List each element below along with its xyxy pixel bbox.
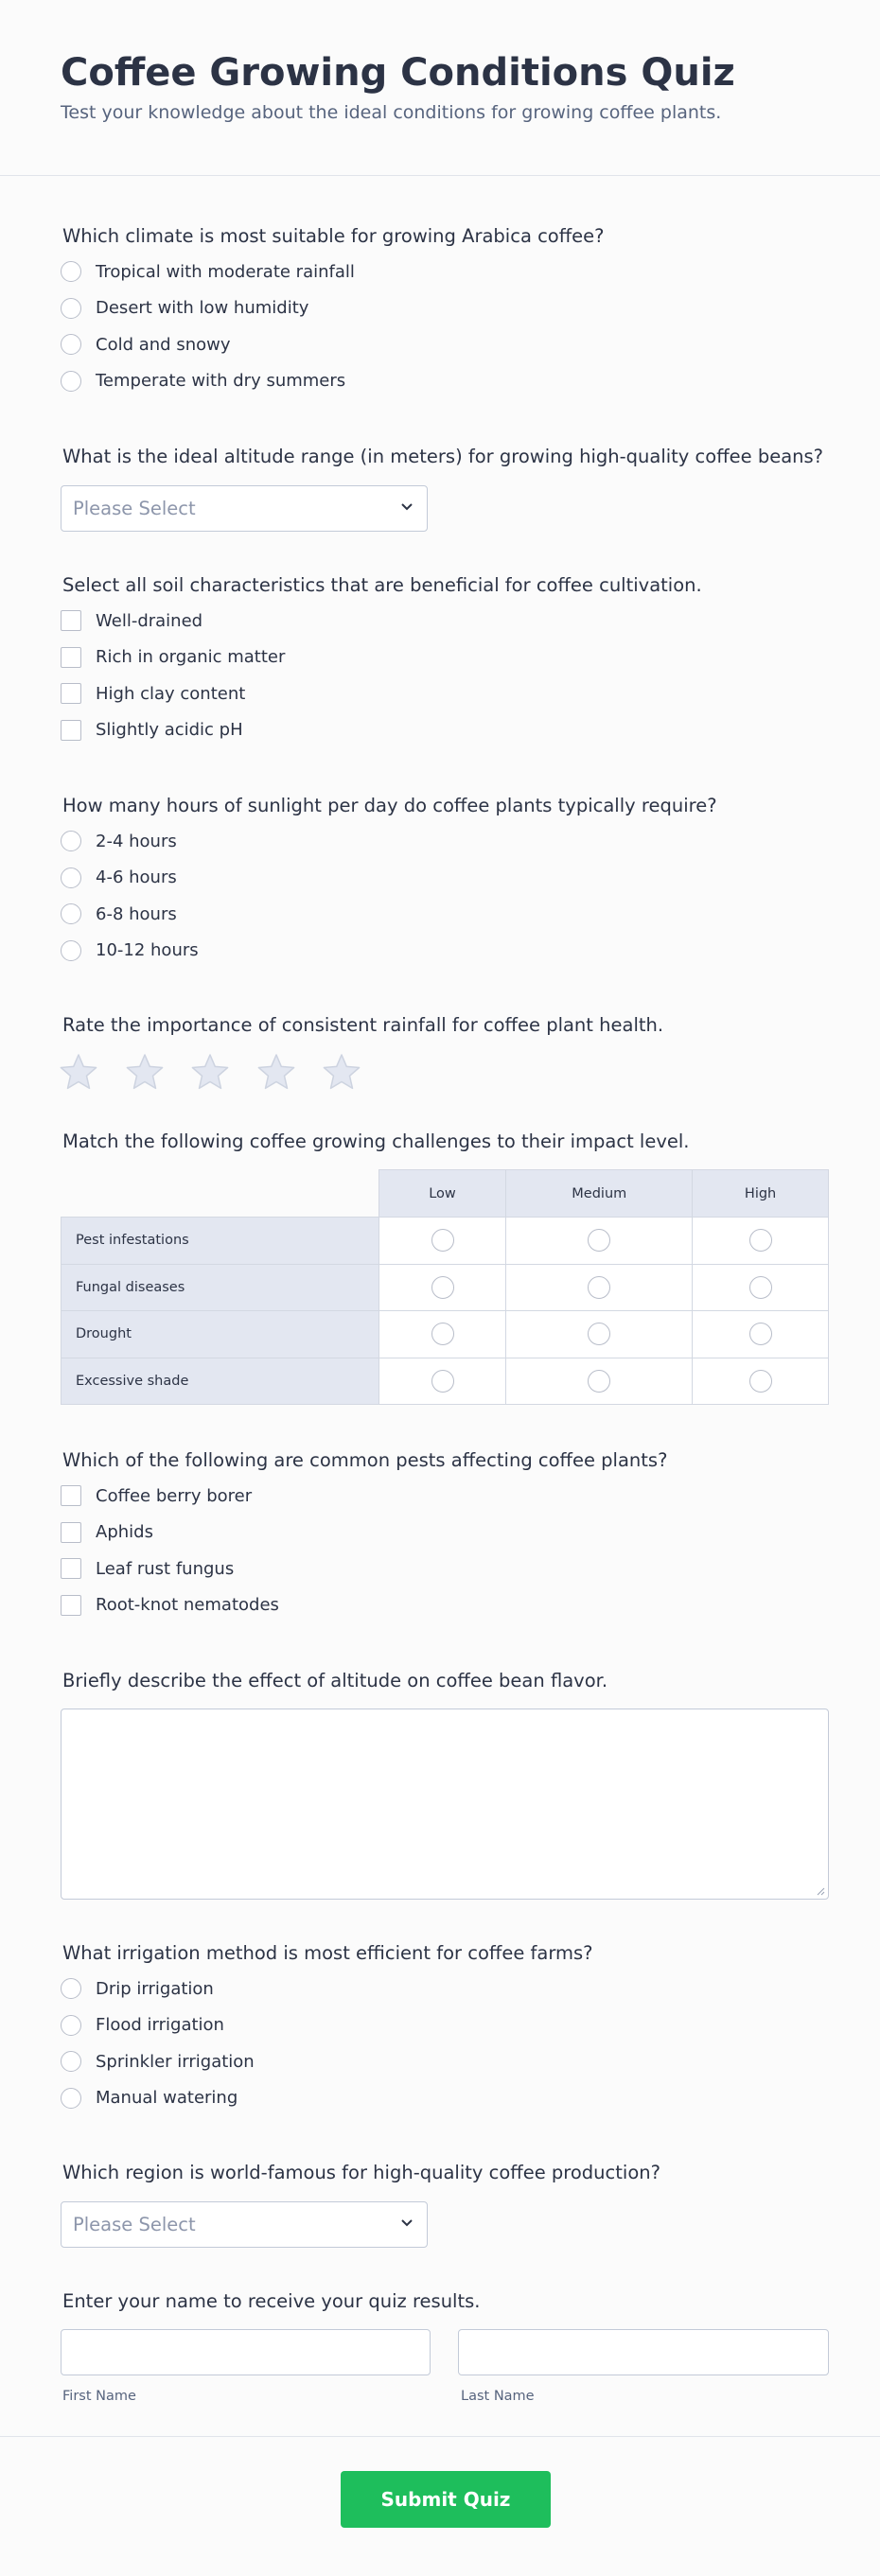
checkbox-option[interactable] <box>62 1515 829 1551</box>
radio-button[interactable] <box>61 903 81 924</box>
option-label: 2-4 hours <box>96 831 177 851</box>
chevron-down-icon <box>400 2218 414 2228</box>
question-sunlight <box>62 794 829 969</box>
checkbox-option[interactable] <box>62 1478 829 1515</box>
option-label: Temperate with dry summers <box>96 371 346 392</box>
matrix-row-label: Pest infestations <box>62 1218 379 1265</box>
impact-matrix <box>61 1169 829 1405</box>
last-name-input[interactable] <box>458 2329 829 2375</box>
checkbox[interactable] <box>61 647 81 668</box>
option-label: Sprinkler irrigation <box>96 2051 255 2072</box>
checkbox[interactable] <box>61 1485 81 1506</box>
option-label: Aphids <box>96 1522 153 1543</box>
question-soil <box>62 573 829 748</box>
option-label: Drip irrigation <box>96 1978 214 1999</box>
checkbox[interactable] <box>61 1558 81 1579</box>
question-region <box>62 2161 829 2185</box>
option-label: 6-8 hours <box>96 903 177 924</box>
matrix-radio[interactable] <box>588 1323 610 1345</box>
matrix-radio[interactable] <box>749 1323 772 1345</box>
checkbox[interactable] <box>61 720 81 741</box>
form-subtitle: Test your knowledge about the ideal conditions for growing coffee plants. <box>61 102 722 123</box>
matrix-radio[interactable] <box>431 1229 454 1252</box>
question-label: Which region is world-famous for high-quality coffee production? <box>62 2162 660 2183</box>
radio-option[interactable] <box>62 1971 829 2007</box>
option-label: Rich in organic matter <box>96 647 286 668</box>
question-label: What is the ideal altitude range (in meters) for growing high-quality coffee beans? <box>62 446 824 467</box>
question-label: Select all soil characteristics that are beneficial for coffee cultivation. <box>62 574 702 596</box>
form-title: Coffee Growing Conditions Quiz <box>61 51 735 95</box>
option-label: Root-knot nematodes <box>96 1595 279 1616</box>
radio-button[interactable] <box>61 298 81 319</box>
question-label: Rate the importance of consistent rainfall for coffee plant health. <box>62 1014 664 1036</box>
matrix-radio[interactable] <box>431 1276 454 1299</box>
option-label: High clay content <box>96 683 246 704</box>
matrix-row-label: Excessive shade <box>62 1358 379 1405</box>
option-label: 10-12 hours <box>96 940 199 961</box>
radio-option[interactable] <box>62 326 829 363</box>
question-label: Which of the following are common pests affecting coffee plants? <box>62 1449 668 1471</box>
radio-button[interactable] <box>61 261 81 282</box>
question-label: Match the following coffee growing challenges to their impact level. <box>62 1130 690 1152</box>
checkbox-option[interactable] <box>62 1587 829 1624</box>
first-name-input[interactable] <box>61 2329 431 2375</box>
option-label: Flood irrigation <box>96 2015 224 2036</box>
radio-option[interactable] <box>62 2080 829 2117</box>
matrix-row <box>62 1218 829 1265</box>
radio-button[interactable] <box>61 334 81 355</box>
select-placeholder: Please Select <box>73 2214 196 2235</box>
matrix-column-header: High <box>693 1170 829 1218</box>
checkbox[interactable] <box>61 1595 81 1616</box>
matrix-radio[interactable] <box>431 1323 454 1345</box>
radio-button[interactable] <box>61 940 81 961</box>
first-name-sublabel: First Name <box>62 2389 136 2404</box>
chevron-down-icon <box>400 502 414 512</box>
altitude-effect-textarea[interactable] <box>61 1709 829 1900</box>
question-label: Which climate is most suitable for growing Arabica coffee? <box>62 225 605 247</box>
option-label: Manual watering <box>96 2088 238 2109</box>
matrix-column-header: Medium <box>506 1170 693 1218</box>
matrix-radio[interactable] <box>588 1276 610 1299</box>
star-icon[interactable] <box>125 1052 165 1092</box>
star-icon[interactable] <box>190 1052 230 1092</box>
checkbox[interactable] <box>61 1522 81 1543</box>
radio-option[interactable] <box>62 290 829 327</box>
radio-option[interactable] <box>62 823 829 860</box>
radio-button[interactable] <box>61 371 81 392</box>
radio-option[interactable] <box>62 2043 829 2080</box>
resize-grip-icon[interactable] <box>816 1886 825 1896</box>
radio-button[interactable] <box>61 2015 81 2036</box>
question-altitude <box>62 445 829 469</box>
matrix-row <box>62 1264 829 1311</box>
question-irrigation <box>62 1941 829 2116</box>
question-challenges-matrix <box>62 1130 829 1154</box>
option-label: Leaf rust fungus <box>96 1558 235 1579</box>
select-placeholder: Please Select <box>73 498 196 519</box>
radio-button[interactable] <box>61 867 81 888</box>
checkbox-option[interactable] <box>62 712 829 749</box>
matrix-radio[interactable] <box>749 1229 772 1252</box>
option-label: Well-drained <box>96 610 203 631</box>
option-label: Cold and snowy <box>96 334 231 355</box>
checkbox-option[interactable] <box>62 603 829 640</box>
matrix-corner <box>62 1170 379 1218</box>
matrix-radio[interactable] <box>749 1276 772 1299</box>
option-label: 4-6 hours <box>96 867 177 888</box>
matrix-radio[interactable] <box>749 1370 772 1393</box>
question-climate <box>62 224 829 399</box>
matrix-row <box>62 1358 829 1405</box>
question-name <box>62 2289 829 2314</box>
form-footer <box>0 2436 880 2576</box>
region-select[interactable] <box>61 2201 428 2248</box>
radio-option[interactable] <box>62 254 829 290</box>
question-rainfall-rating <box>62 1013 829 1038</box>
option-label: Slightly acidic pH <box>96 720 243 741</box>
checkbox[interactable] <box>61 683 81 704</box>
question-label: Enter your name to receive your quiz results. <box>62 2290 481 2312</box>
matrix-radio[interactable] <box>588 1370 610 1393</box>
star-rating <box>59 1052 388 1092</box>
option-label: Coffee berry borer <box>96 1485 253 1506</box>
matrix-row-label: Drought <box>62 1311 379 1358</box>
matrix-radio[interactable] <box>431 1370 454 1393</box>
radio-option[interactable] <box>62 860 829 897</box>
question-label: How many hours of sunlight per day do coffee plants typically require? <box>62 795 717 816</box>
checkbox-option[interactable] <box>62 1551 829 1587</box>
checkbox[interactable] <box>61 610 81 631</box>
radio-button[interactable] <box>61 2088 81 2109</box>
question-pests <box>62 1448 829 1623</box>
matrix-radio[interactable] <box>588 1229 610 1252</box>
checkbox-option[interactable] <box>62 675 829 712</box>
option-label: Desert with low humidity <box>96 298 309 319</box>
checkbox-option[interactable] <box>62 640 829 676</box>
submit-button[interactable]: Submit Quiz <box>341 2471 551 2528</box>
form-header <box>0 0 880 176</box>
option-label: Tropical with moderate rainfall <box>96 261 355 282</box>
matrix-column-header: Low <box>378 1170 506 1218</box>
radio-button[interactable] <box>61 831 81 851</box>
radio-button[interactable] <box>61 2051 81 2072</box>
star-icon[interactable] <box>256 1052 296 1092</box>
radio-button[interactable] <box>61 1978 81 1999</box>
altitude-select[interactable] <box>61 485 428 532</box>
star-icon[interactable] <box>59 1052 98 1092</box>
radio-option[interactable] <box>62 2007 829 2044</box>
question-label: Briefly describe the effect of altitude on coffee bean flavor. <box>62 1670 608 1691</box>
question-label: What irrigation method is most efficient for coffee farms? <box>62 1942 593 1964</box>
last-name-sublabel: Last Name <box>461 2389 535 2404</box>
star-icon[interactable] <box>322 1052 361 1092</box>
radio-option[interactable] <box>62 933 829 970</box>
radio-option[interactable] <box>62 363 829 400</box>
question-altitude-effect <box>62 1669 829 1693</box>
radio-option[interactable] <box>62 896 829 933</box>
matrix-row-label: Fungal diseases <box>62 1264 379 1311</box>
matrix-row <box>62 1311 829 1358</box>
